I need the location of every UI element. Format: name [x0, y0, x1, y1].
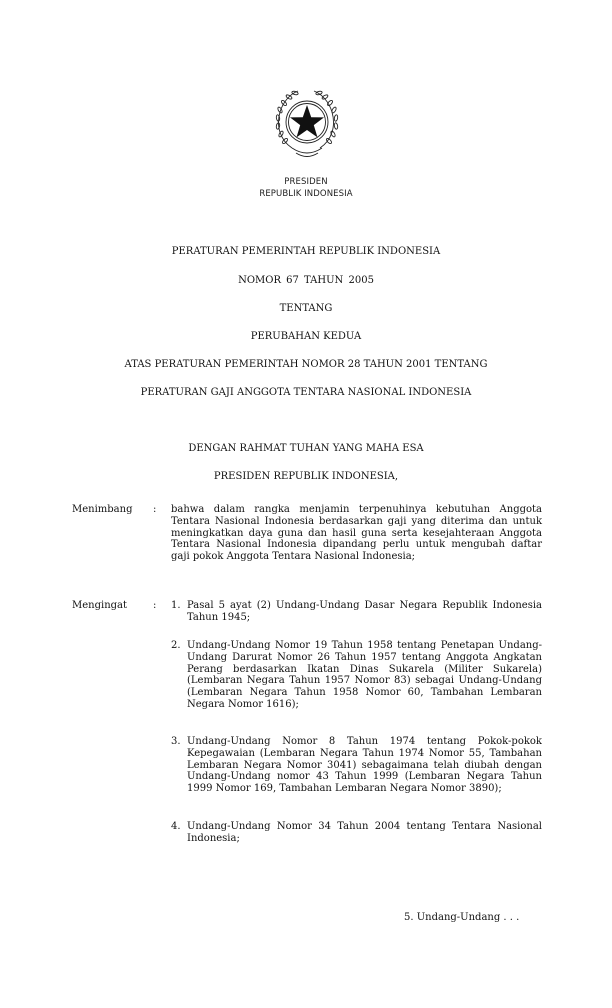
opening-presiden: PRESIDEN REPUBLIK INDONESIA,: [213, 471, 399, 482]
opening-rahmat: DENGAN RAHMAT TUHAN YANG MAHA ESA: [188, 443, 424, 454]
mengingat-label: Mengingat: [72, 600, 128, 611]
menimbang-label: Menimbang: [72, 504, 133, 515]
mengingat-item: [171, 821, 542, 845]
regulation-number: NOMOR 67 TAHUN 2005: [238, 275, 374, 286]
regulation-title: PERATURAN PEMERINTAH REPUBLIK INDONESIA: [171, 246, 441, 257]
item-number: 2.: [171, 640, 181, 651]
item-text: Undang-Undang Nomor 34 Tahun 2004 tentang Tentara Nasional Indonesia;: [187, 821, 542, 844]
item-text: Undang-Undang Nomor 8 Tahun 1974 tentang Pokok-pokok Kepegawaian (Lembaran Negara Tahun 1974 Nomor 55, Tambahan Lembaran Negara Nomor 3041) sebagaimana telah diubah dengan Undang-Undang nomor 43 Tahun 1999 (Lembaran Negara Tahun 1999 Nomor 169, Tambahan Lembaran Negara Nomor 3890);: [187, 736, 542, 795]
menimbang-colon: :: [153, 504, 157, 515]
item-number: 4.: [171, 821, 181, 832]
regulation-subject-2: ATAS PERATURAN PEMERINTAH NOMOR 28 TAHUN 2001 TENTANG: [124, 359, 488, 370]
mengingat-colon: :: [153, 600, 157, 611]
item-number: 1.: [171, 600, 181, 611]
regulation-subject-3: PERATURAN GAJI ANGGOTA TENTARA NASIONAL INDONESIA: [140, 387, 472, 398]
continuation-reference: 5. Undang-Undang . . .: [404, 912, 520, 923]
letterhead-republik: REPUBLIK INDONESIA: [259, 189, 353, 199]
mengingat-item: [171, 640, 542, 711]
presidential-seal-icon: [270, 84, 344, 162]
regulation-subject-1: PERUBAHAN KEDUA: [250, 331, 362, 342]
mengingat-item: [171, 736, 542, 795]
mengingat-item: [171, 600, 542, 624]
letterhead-presiden: PRESIDEN: [284, 177, 328, 187]
menimbang-text: bahwa dalam rangka menjamin terpenuhinya kebutuhan Anggota Tentara Nasional Indonesia berdasarkan gaji yang diterima dan untuk meningkatkan daya guna dan hasil guna serta kesejahteraan Anggota Tentara Nasional Indonesia dipandang perlu untuk mengubah daftar gaji pokok Anggota Tentara Nasional Indonesia;: [171, 504, 542, 563]
item-text: Pasal 5 ayat (2) Undang-Undang Dasar Negara Republik Indonesia Tahun 1945;: [187, 600, 542, 623]
regulation-tentang: TENTANG: [279, 303, 333, 314]
item-text: Undang-Undang Nomor 19 Tahun 1958 tentang Penetapan Undang-Undang Darurat Nomor 26 Tahun 1957 tentang Anggota Angkatan Perang berdasarkan Ikatan Dinas Sukarela (Militer Sukarela) (Lembaran Negara Tahun 1957 Nomor 83) sebagai Undang-Undang (Lembaran Negara Tahun 1958 Nomor 60, Tambahan Lembaran Negara Nomor 1616);: [187, 640, 542, 710]
item-number: 3.: [171, 736, 181, 747]
